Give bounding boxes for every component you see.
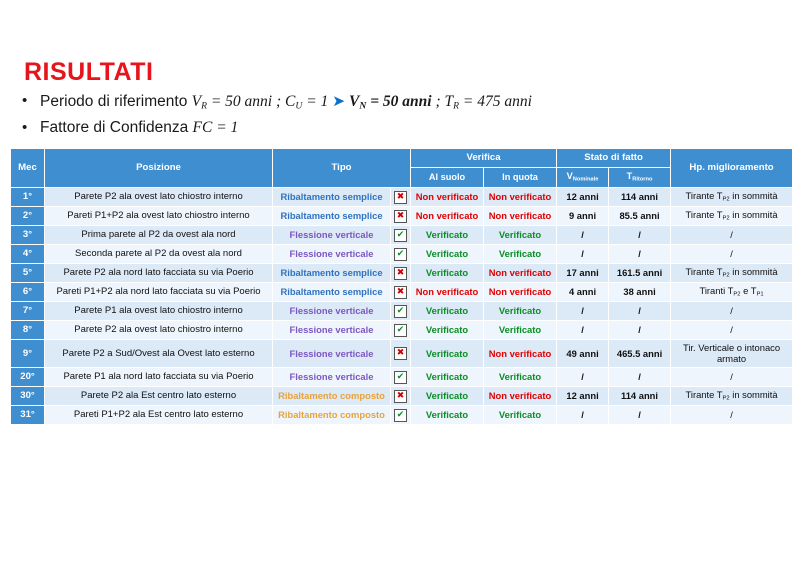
check-fail-icon: ✖ (394, 210, 407, 223)
cell-hp-miglioramento: Tir. Verticale o intonaco armato (671, 340, 793, 368)
cell-check (391, 386, 411, 405)
cell-check (391, 207, 411, 226)
cell-v-nominale: / (557, 321, 609, 340)
col-header-v-nominale: VNominale (557, 168, 609, 188)
cell-t-ritorno: / (609, 367, 671, 386)
check-ok-icon: ✔ (394, 324, 407, 337)
table-header (11, 149, 793, 188)
cell-mec: 8° (11, 321, 45, 340)
formula-vn: $V_N = 50$ anni (349, 93, 432, 112)
cell-t-ritorno: / (609, 321, 671, 340)
check-ok-icon: ✔ (394, 409, 407, 422)
cell-hp-miglioramento: Tirante TP2 in sommità (671, 188, 793, 207)
check-ok-icon: ✔ (394, 305, 407, 318)
cell-hp-miglioramento: Tirante TP2 in sommità (671, 264, 793, 283)
table-row (11, 264, 793, 283)
table-header-row-1 (11, 149, 793, 168)
col-header-t-ritorno: TRitorno (609, 168, 671, 188)
col-header-mec: Mec (11, 149, 45, 188)
formula-sep1: ; (276, 93, 286, 110)
table-row (11, 283, 793, 302)
cell-posizione: Pareti P1+P2 ala Est centro lato esterno (45, 405, 273, 424)
table-row (11, 245, 793, 264)
formula-sep2: ; (431, 93, 445, 110)
cell-in-quota: Verificato (484, 302, 557, 321)
cell-al-suolo: Verificato (411, 245, 484, 264)
cell-tipo: Flessione verticale (273, 302, 391, 321)
cell-in-quota: Non verificato (484, 264, 557, 283)
cell-al-suolo: Verificato (411, 264, 484, 283)
cell-in-quota: Verificato (484, 367, 557, 386)
table-row (11, 367, 793, 386)
cell-al-suolo: Non verificato (411, 283, 484, 302)
cell-posizione: Parete P2 ala Est centro lato esterno (45, 386, 273, 405)
cell-tipo: Ribaltamento semplice (273, 207, 391, 226)
cell-tipo: Flessione verticale (273, 321, 391, 340)
cell-in-quota: Non verificato (484, 386, 557, 405)
col-header-tipo: Tipo (273, 149, 411, 188)
cell-posizione: Pareti P1+P2 ala ovest lato chiostro interno (45, 207, 273, 226)
cell-al-suolo: Verificato (411, 302, 484, 321)
col-header-hp-miglioramento: Hp. miglioramento (671, 149, 793, 188)
cell-t-ritorno: 465.5 anni (609, 340, 671, 368)
cell-t-ritorno: / (609, 302, 671, 321)
check-fail-icon: ✖ (394, 390, 407, 403)
cell-posizione: Parete P1 ala nord lato facciata su via Poerio (45, 367, 273, 386)
table-body (11, 188, 793, 425)
cell-mec: 20° (11, 367, 45, 386)
cell-mec: 1° (11, 188, 45, 207)
cell-hp-miglioramento: / (671, 367, 793, 386)
cell-al-suolo: Verificato (411, 226, 484, 245)
cell-v-nominale: 9 anni (557, 207, 609, 226)
cell-t-ritorno: / (609, 245, 671, 264)
cell-t-ritorno: 85.5 anni (609, 207, 671, 226)
cell-mec: 5° (11, 264, 45, 283)
cell-posizione: Parete P1 ala ovest lato chiostro interno (45, 302, 273, 321)
cell-hp-miglioramento: / (671, 321, 793, 340)
cell-t-ritorno: 161.5 anni (609, 264, 671, 283)
cell-check (391, 245, 411, 264)
cell-posizione: Seconda parete al P2 da ovest ala nord (45, 245, 273, 264)
col-header-in-quota: In quota (484, 168, 557, 188)
cell-tipo: Ribaltamento semplice (273, 264, 391, 283)
results-table (10, 148, 793, 425)
cell-posizione: Parete P2 a Sud/Ovest ala Ovest lato esterno (45, 340, 273, 368)
cell-al-suolo: Verificato (411, 340, 484, 368)
cell-posizione: Prima parete al P2 da ovest ala nord (45, 226, 273, 245)
cell-posizione: Pareti P1+P2 ala nord lato facciata su via Poerio (45, 283, 273, 302)
cell-in-quota: Verificato (484, 405, 557, 424)
cell-mec: 3° (11, 226, 45, 245)
cell-in-quota: Verificato (484, 226, 557, 245)
page-title: RISULTATI (24, 58, 154, 86)
col-header-posizione: Posizione (45, 149, 273, 188)
formula-tr: $T_R = 475$ anni (444, 93, 532, 112)
cell-hp-miglioramento: Tirante TP2 in sommità (671, 207, 793, 226)
cell-check (391, 226, 411, 245)
cell-check (391, 405, 411, 424)
formula-vr: $V_R = 50$ anni (191, 93, 276, 112)
cell-mec: 4° (11, 245, 45, 264)
table-row (11, 226, 793, 245)
cell-mec: 7° (11, 302, 45, 321)
cell-v-nominale: 12 anni (557, 386, 609, 405)
cell-t-ritorno: / (609, 405, 671, 424)
cell-v-nominale: / (557, 245, 609, 264)
bullet-marker: • (22, 92, 28, 109)
cell-t-ritorno: 114 anni (609, 386, 671, 405)
table-row (11, 188, 793, 207)
arrow-icon: ➤ (332, 92, 346, 110)
cell-al-suolo: Verificato (411, 367, 484, 386)
cell-t-ritorno: / (609, 226, 671, 245)
table-row (11, 302, 793, 321)
cell-tipo: Ribaltamento composto (273, 386, 391, 405)
cell-tipo: Ribaltamento semplice (273, 188, 391, 207)
cell-in-quota: Non verificato (484, 340, 557, 368)
table-row (11, 340, 793, 368)
cell-posizione: Parete P2 ala ovest lato chiostro interno (45, 321, 273, 340)
check-ok-icon: ✔ (394, 229, 407, 242)
cell-tipo: Flessione verticale (273, 340, 391, 368)
cell-tipo: Flessione verticale (273, 367, 391, 386)
cell-v-nominale: / (557, 302, 609, 321)
formula-cu: $C_U = 1$ (285, 93, 333, 112)
table-row (11, 207, 793, 226)
cell-in-quota: Non verificato (484, 207, 557, 226)
col-header-verifica: Verifica (411, 149, 557, 168)
cell-hp-miglioramento: Tirante TP2 in sommità (671, 386, 793, 405)
cell-check (391, 264, 411, 283)
cell-tipo: Ribaltamento semplice (273, 283, 391, 302)
check-fail-icon: ✖ (394, 267, 407, 280)
list-item (22, 90, 782, 114)
col-header-stato-di-fatto: Stato di fatto (557, 149, 671, 168)
cell-tipo: Flessione verticale (273, 245, 391, 264)
cell-mec: 6° (11, 283, 45, 302)
bullet-marker: • (22, 118, 28, 136)
cell-in-quota: Verificato (484, 321, 557, 340)
cell-check (391, 321, 411, 340)
check-ok-icon: ✔ (394, 371, 407, 384)
cell-in-quota: Non verificato (484, 188, 557, 207)
cell-al-suolo: Non verificato (411, 207, 484, 226)
table-row (11, 321, 793, 340)
col-header-al-suolo: Al suolo (411, 168, 484, 188)
cell-posizione: Parete P2 ala ovest lato chiostro interno (45, 188, 273, 207)
cell-posizione: Parete P2 ala nord lato facciata su via Poerio (45, 264, 273, 283)
cell-v-nominale: / (557, 405, 609, 424)
cell-tipo: Ribaltamento composto (273, 405, 391, 424)
check-fail-icon: ✖ (394, 191, 407, 204)
cell-al-suolo: Non verificato (411, 188, 484, 207)
cell-v-nominale: 12 anni (557, 188, 609, 207)
cell-mec: 30° (11, 386, 45, 405)
cell-v-nominale: 17 anni (557, 264, 609, 283)
cell-check (391, 340, 411, 368)
cell-tipo: Flessione verticale (273, 226, 391, 245)
formula-fc: FC = 1 (192, 118, 239, 136)
cell-al-suolo: Verificato (411, 321, 484, 340)
cell-mec: 9° (11, 340, 45, 368)
cell-in-quota: Non verificato (484, 283, 557, 302)
cell-in-quota: Verificato (484, 245, 557, 264)
cell-al-suolo: Verificato (411, 405, 484, 424)
cell-check (391, 188, 411, 207)
cell-v-nominale: 49 anni (557, 340, 609, 368)
cell-mec: 2° (11, 207, 45, 226)
cell-check (391, 302, 411, 321)
table-row (11, 386, 793, 405)
bullet-list (22, 90, 782, 142)
bullet-label-periodo: Periodo di riferimento (40, 93, 192, 110)
cell-hp-miglioramento: Tiranti TP2 e TP1 (671, 283, 793, 302)
cell-hp-miglioramento: / (671, 226, 793, 245)
cell-check (391, 367, 411, 386)
cell-hp-miglioramento: / (671, 405, 793, 424)
cell-v-nominale: / (557, 226, 609, 245)
cell-al-suolo: Verificato (411, 386, 484, 405)
bullet-text-2 (40, 117, 782, 139)
cell-t-ritorno: 38 anni (609, 283, 671, 302)
check-fail-icon: ✖ (394, 347, 407, 360)
list-item (22, 117, 782, 139)
bullet-text-1 (40, 90, 782, 114)
cell-mec: 31° (11, 405, 45, 424)
cell-t-ritorno: 114 anni (609, 188, 671, 207)
bullet-label-fattore: Fattore di Confidenza (40, 118, 193, 136)
cell-hp-miglioramento: / (671, 302, 793, 321)
cell-hp-miglioramento: / (671, 245, 793, 264)
check-ok-icon: ✔ (394, 248, 407, 261)
table-row (11, 405, 793, 424)
check-fail-icon: ✖ (394, 286, 407, 299)
cell-check (391, 283, 411, 302)
cell-v-nominale: 4 anni (557, 283, 609, 302)
cell-v-nominale: / (557, 367, 609, 386)
